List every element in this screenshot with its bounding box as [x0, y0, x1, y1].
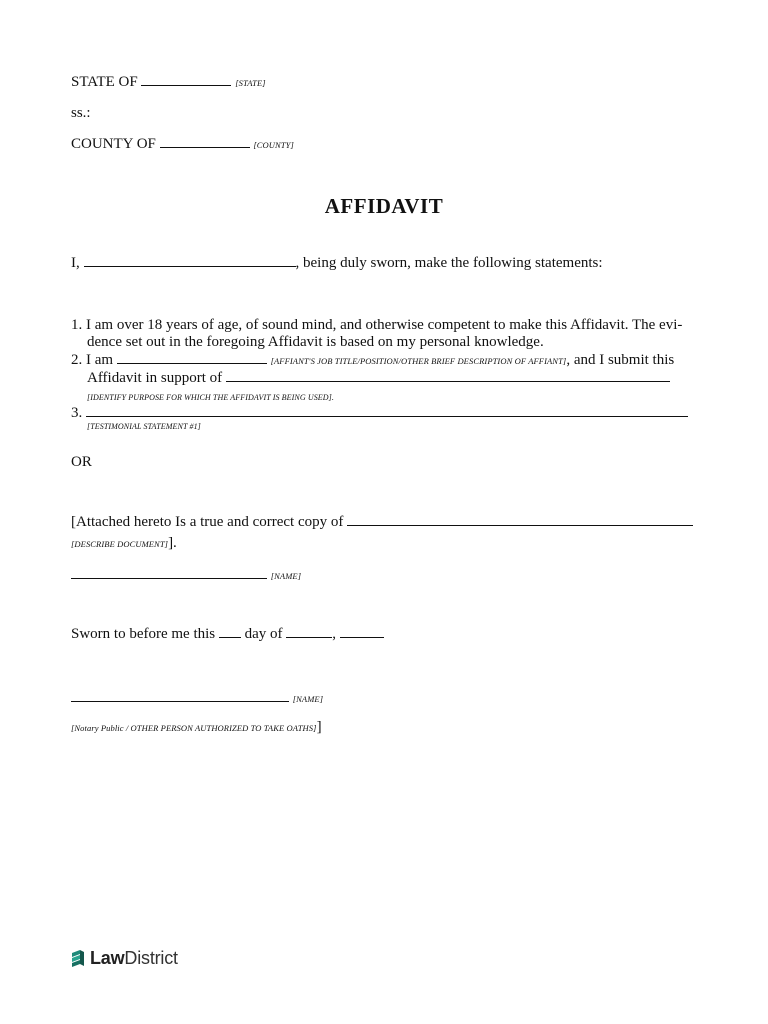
intro-suffix: , being duly sworn, make the following statements:: [295, 255, 603, 271]
notary-name-line: [71, 689, 323, 708]
sworn-prefix: Sworn to before me this: [71, 626, 216, 642]
purpose-hint: [IDENTIFY PURPOSE FOR WHICH THE AFFIDAVIT IS BEING USED].: [87, 393, 334, 402]
state-blank: [141, 73, 231, 86]
statement-2-line-2: [87, 369, 670, 387]
document-hint: [DESCRIBE DOCUMENT]: [71, 539, 169, 549]
document-title: AFFIDAVIT: [324, 194, 444, 218]
attached-line: [71, 513, 693, 531]
state-label: STATE OF: [71, 74, 138, 90]
sworn-line: [71, 625, 384, 643]
statement-1-line-2: dence set out in the foregoing Affidavit is based on my personal knowledge.: [87, 334, 544, 350]
sworn-mid: day of: [244, 626, 283, 642]
logo-district: District: [124, 948, 178, 968]
attached-hint-line: [71, 534, 177, 553]
job-title-hint: [AFFIANT'S JOB TITLE/POSITION/OTHER BRIEF DESCRIPTION OF AFFIANT]: [270, 356, 567, 366]
signature-blank: [71, 566, 267, 579]
attached-close: ].: [168, 535, 177, 551]
state-line: [71, 73, 266, 92]
notary-signature-blank: [71, 689, 289, 702]
statement-2-support: Affidavit in support of: [87, 370, 223, 386]
signature-hint: [NAME]: [270, 571, 302, 581]
statement-2-suffix: , and I submit this: [566, 352, 675, 368]
testimonial-blank: [86, 404, 688, 417]
testimonial-hint: [TESTIMONIAL STATEMENT #1]: [87, 422, 201, 431]
lawdistrict-logo-icon: [70, 949, 86, 969]
document-blank: [347, 513, 693, 526]
lawdistrict-logo: [70, 948, 178, 969]
job-title-blank: [117, 351, 267, 364]
county-label: COUNTY OF: [71, 136, 156, 152]
affiant-name-blank: [84, 254, 296, 267]
state-hint: [STATE]: [235, 78, 266, 88]
year-blank: [340, 625, 384, 638]
signature-line: [71, 566, 301, 585]
month-blank: [286, 625, 332, 638]
logo-text: [90, 948, 178, 969]
purpose-blank: [226, 369, 670, 382]
attached-prefix: [Attached hereto Is a true and correct copy of: [71, 514, 344, 530]
or-label: OR: [71, 454, 92, 470]
statement-3-prefix: 3.: [71, 405, 83, 421]
county-hint: [COUNTY]: [253, 140, 294, 150]
ss-line: ss.:: [71, 105, 91, 121]
day-blank: [219, 625, 241, 638]
statement-2-prefix: 2. I am: [71, 352, 114, 368]
intro-line: [71, 254, 603, 272]
notary-name-hint: [NAME]: [292, 694, 324, 704]
intro-prefix: I,: [71, 255, 80, 271]
county-blank: [160, 135, 250, 148]
sworn-comma: ,: [332, 626, 337, 642]
county-line: [71, 135, 294, 154]
notary-role-line: [71, 718, 322, 737]
statement-1-line-1: 1. I am over 18 years of age, of sound mind, and otherwise competent to make this Affidavit. The evi-: [71, 317, 683, 333]
logo-law: Law: [90, 948, 125, 968]
notary-close: ]: [316, 719, 322, 735]
notary-role-hint: [Notary Public / OTHER PERSON AUTHORIZED TO TAKE OATHS]: [71, 723, 317, 733]
statement-2-line-1: [71, 351, 674, 370]
